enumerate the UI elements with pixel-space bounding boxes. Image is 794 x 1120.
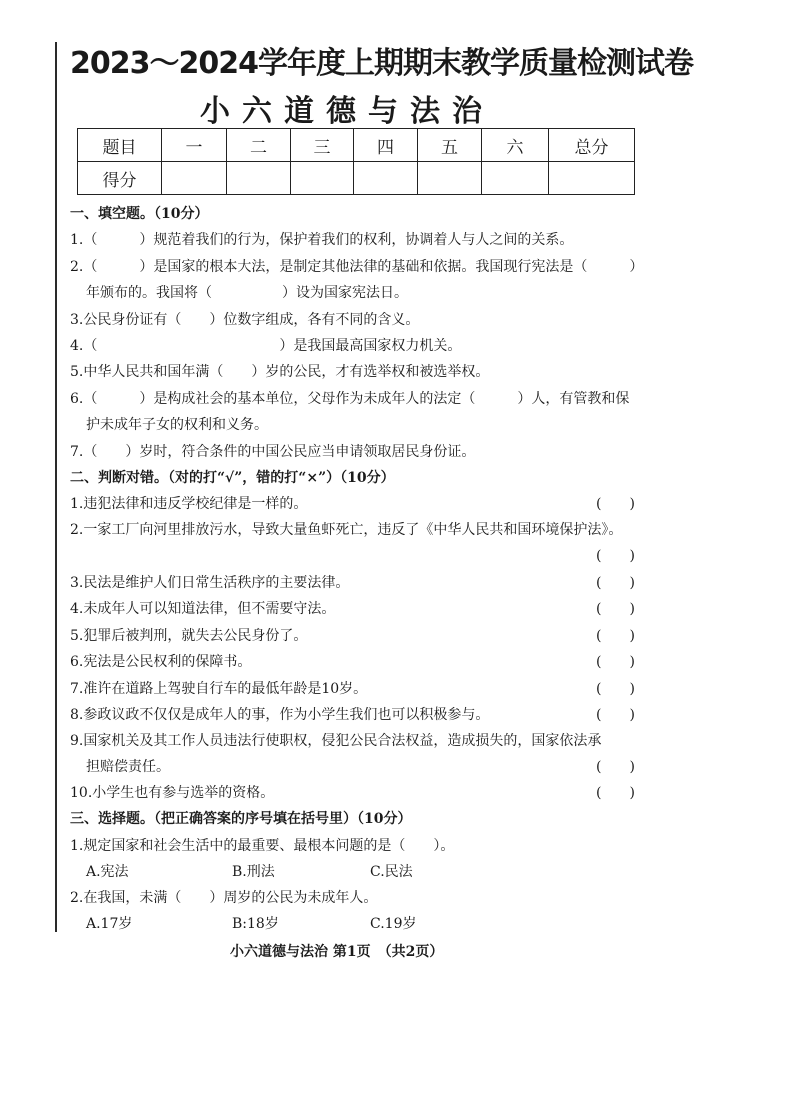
score-cell[interactable]: [482, 162, 549, 195]
score-cell[interactable]: [291, 162, 354, 195]
binding-line: [55, 42, 57, 932]
judge-item: 9.国家机关及其工作人员违法行使职权，侵犯公民合法权益，造成损失的，国家依法承: [70, 733, 602, 749]
choice-option: A.17岁: [86, 916, 133, 932]
judge-item: 10.小学生也有参与选举的资格。: [70, 785, 275, 801]
fill-blank-line: 7.（ ）岁时，符合条件的中国公民应当申请领取居民身份证。: [70, 444, 476, 460]
answer-paren[interactable]: ( ): [596, 785, 635, 801]
judge-item: 8.参政议政不仅仅是成年人的事，作为小学生我们也可以积极参与。: [70, 707, 490, 723]
score-header-cell: 题目: [78, 129, 162, 162]
fill-blank-line: 3.公民身份证有（ ）位数字组成，各有不同的含义。: [70, 312, 420, 328]
judge-item: 1.违犯法律和违反学校纪律是一样的。: [70, 496, 308, 512]
choice-question: 2.在我国，未满（ ）周岁的公民为未成年人。: [70, 890, 378, 906]
score-header-cell: 二: [227, 129, 291, 162]
fill-blank-line: 5.中华人民共和国年满（ ）岁的公民，才有选举权和被选举权。: [70, 364, 490, 380]
score-header-cell: 四: [354, 129, 418, 162]
judge-item: 5.犯罪后被判刑，就失去公民身份了。: [70, 628, 308, 644]
judge-item: 7.准许在道路上驾驶自行车的最低年龄是10岁。: [70, 681, 368, 697]
score-header-cell: 三: [291, 129, 354, 162]
score-table-header-row: [78, 129, 635, 162]
answer-paren[interactable]: ( ): [596, 759, 635, 775]
judge-item: 3.民法是维护人们日常生活秩序的主要法律。: [70, 575, 350, 591]
judge-item: 4.未成年人可以知道法律，但不需要守法。: [70, 601, 336, 617]
score-cell[interactable]: [549, 162, 635, 195]
page-footer: 小六道德与法治 第1页 （共2页）: [230, 944, 444, 960]
judge-item-continued: 担赔偿责任。: [86, 759, 170, 775]
fill-blank-line: 6.（ ）是构成社会的基本单位，父母作为未成年人的法定（ ）人，有管教和保: [70, 391, 630, 407]
fill-blank-line: 1.（ ）规范着我们的行为，保护着我们的权利，协调着人与人之间的关系。: [70, 232, 574, 248]
answer-paren[interactable]: ( ): [596, 575, 635, 591]
fill-blank-line: 2.（ ）是国家的根本大法，是制定其他法律的基础和依据。我国现行宪法是（ ）: [70, 259, 644, 275]
section2-heading: 二、判断对错。（对的打“√”，错的打“×”）（10分）: [70, 470, 395, 486]
answer-paren[interactable]: ( ): [596, 496, 635, 512]
choice-option: A.宪法: [86, 864, 129, 880]
fill-blank-line: 护未成年子女的权利和义务。: [86, 417, 268, 433]
score-table: [77, 128, 635, 195]
judge-item: 6.宪法是公民权利的保障书。: [70, 654, 252, 670]
score-header-cell: 一: [162, 129, 227, 162]
answer-paren[interactable]: ( ): [596, 707, 635, 723]
score-header-cell: 五: [418, 129, 482, 162]
answer-paren[interactable]: ( ): [596, 548, 635, 564]
judge-item: 2.一家工厂向河里排放污水，导致大量鱼虾死亡，违反了《中华人民共和国环境保护法》。: [70, 522, 623, 538]
score-cell[interactable]: [227, 162, 291, 195]
score-header-cell: 六: [482, 129, 549, 162]
answer-paren[interactable]: ( ): [596, 654, 635, 670]
fill-blank-line: 4.（ ）是我国最高国家权力机关。: [70, 338, 462, 354]
choice-option: C.19岁: [370, 916, 417, 932]
choice-option: C.民法: [370, 864, 413, 880]
score-row-label: 得分: [78, 162, 162, 195]
choice-option: B.刑法: [232, 864, 275, 880]
score-header-cell: 总分: [549, 129, 635, 162]
score-cell[interactable]: [354, 162, 418, 195]
exam-title: 2023～2024学年度上期期末教学质量检测试卷: [70, 46, 693, 81]
exam-subject: 小六道德与法治: [200, 94, 494, 129]
choice-option: B:18岁: [232, 916, 279, 932]
section3-heading: 三、选择题。（把正确答案的序号填在括号里）（10分）: [70, 811, 412, 827]
score-cell[interactable]: [162, 162, 227, 195]
score-table-score-row: [78, 162, 635, 195]
answer-paren[interactable]: ( ): [596, 681, 635, 697]
fill-blank-line: 年颁布的。我国将（ ）设为国家宪法日。: [86, 285, 408, 301]
answer-paren[interactable]: ( ): [596, 628, 635, 644]
score-cell[interactable]: [418, 162, 482, 195]
section1-heading: 一、填空题。（10分）: [70, 206, 209, 222]
answer-paren[interactable]: ( ): [596, 601, 635, 617]
choice-question: 1.规定国家和社会生活中的最重要、最根本问题的是（ ）。: [70, 838, 455, 854]
